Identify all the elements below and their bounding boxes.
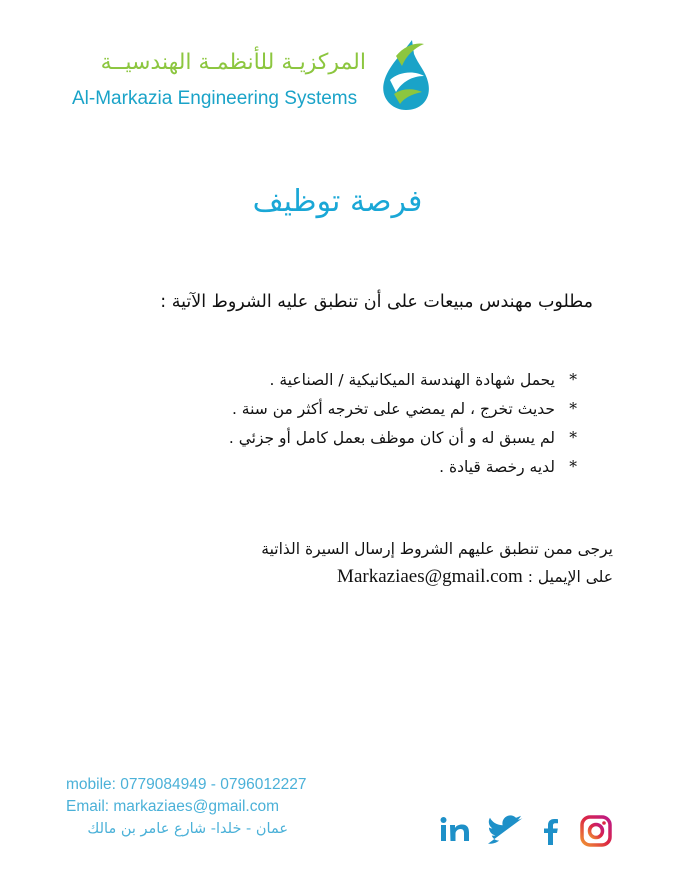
linkedin-icon[interactable] (440, 815, 476, 849)
bullet-star: * (569, 371, 577, 389)
contact-footer (66, 774, 386, 840)
intro-text: مطلوب مهندس مبيعات على أن تنطبق عليه الشروط الآتية : (160, 292, 593, 312)
footer-address: عمان - خلدا- شارع عامر بن مالك (87, 821, 288, 837)
bullet-star: * (569, 429, 577, 447)
apply-instructions (193, 540, 613, 588)
logo-arabic-name: المركزيـة للأنظمـة الهندسيــة (100, 50, 366, 75)
bullet-star: * (569, 458, 577, 476)
logo-english-name: Al-Markazia Engineering Systems (72, 88, 358, 109)
apply-email[interactable]: Markaziaes@gmail.com (337, 566, 523, 587)
twitter-icon[interactable] (484, 815, 528, 849)
social-icons (440, 815, 620, 851)
facebook-icon[interactable] (542, 818, 560, 850)
list-item: *حديث تخرج ، لم يمضي على تخرجه أكثر من سنة . (157, 395, 577, 424)
drop-logo-icon (374, 36, 436, 112)
page-title: فرصة توظيف (252, 184, 423, 219)
list-item: *لم يسبق له و أن كان موظف بعمل كامل أو جزئي . (157, 424, 577, 453)
apply-line: يرجى ممن تنطبق عليهم الشروط إرسال السيرة الذاتية (261, 540, 613, 558)
instagram-icon[interactable] (580, 815, 612, 851)
list-item: *يحمل شهادة الهندسة الميكانيكية / الصناعية . (157, 366, 577, 395)
list-item: *لديه رخصة قيادة . (157, 453, 577, 482)
bullet-star: * (569, 400, 577, 418)
company-logo (66, 36, 436, 116)
conditions-list (157, 366, 577, 482)
footer-mobile: mobile: 0779084949 - 0796012227 (66, 776, 307, 793)
apply-email-line: على الإيميل : Markaziaes@gmail.com (337, 566, 613, 587)
footer-email[interactable]: Email: markaziaes@gmail.com (66, 798, 279, 815)
